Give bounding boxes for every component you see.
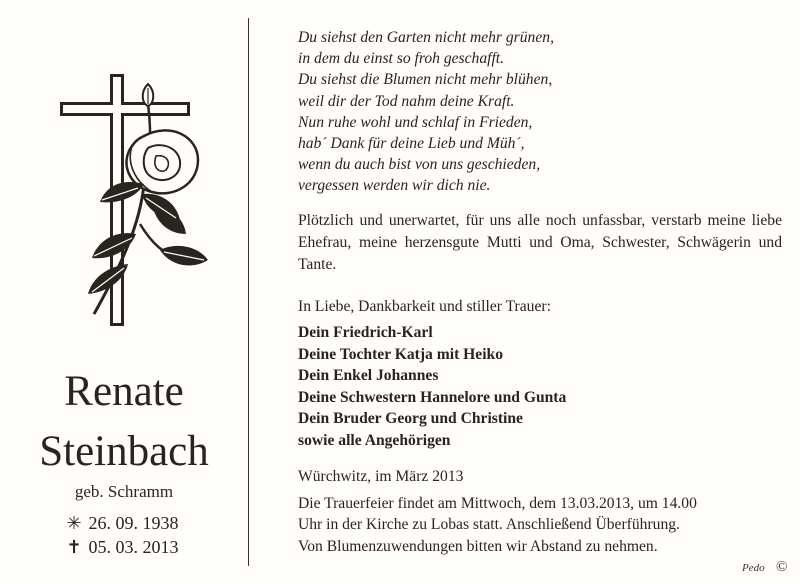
death-date: 05. 03. 2013 [88,537,179,557]
funeral-info [298,493,782,557]
funeral-info-line: Die Trauerfeier findet am Mittwoch, dem 13.03.2013, um 14.00 [298,495,697,512]
asterisk-birth-icon: ✳ [66,513,82,533]
maiden-name: geb. Schramm [74,482,174,501]
mourner: Deine Schwestern Hannelore und Gunta [298,388,567,406]
poem-line: weil dir der Tod nahm deine Kraft. [298,92,515,110]
mourner: Dein Bruder Georg und Christine [298,410,523,428]
poem-line: Nun ruhe wohl und schlaf in Frieden, [298,113,533,131]
mourner: Dein Enkel Johannes [298,367,439,385]
deceased-panel [0,0,248,584]
mourner: Dein Friedrich-Karl [298,324,433,341]
funeral-info-line: Uhr in der Kirche zu Lobas statt. Anschließend Überführung. [298,516,680,534]
birth-date-line [64,512,179,534]
poem-line: wenn du auch bist von uns geschieden, [298,156,541,174]
death-announcement: Plötzlich und unerwartet, für uns alle noch unfassbar, verstarb meine liebe Ehefrau, meine herzensgute Mutti und Oma, Schwester, Schwägerin und Tante. [298,212,782,273]
birth-date: 26. 09. 1938 [88,513,179,533]
poem-line: Du siehst die Blumen nicht mehr blühen, [298,71,553,89]
poem-line: in dem du einst so froh geschafft. [298,50,505,68]
mourning-intro: In Liebe, Dankbarkeit und stiller Trauer: [298,298,551,315]
death-date-line [64,536,179,558]
column-divider [248,18,249,566]
poem-line: vergessen werden wir dich nie. [298,177,491,195]
poem [298,27,778,197]
mourner: sowie alle Angehörigen [298,431,451,449]
deceased-last-name: Steinbach [39,428,209,475]
mourners-list [298,322,778,452]
cross-with-rose-icon [52,74,212,330]
poem-line: hab´ Dank für deine Lieb und Müh´, [298,135,525,153]
poem-line: Du siehst den Garten nicht mehr grünen, [298,29,554,46]
cross-death-icon: ✝ [66,537,82,557]
copyright-icon: © [776,559,788,575]
deceased-first-name: Renate [64,368,184,415]
place-and-date: Würchwitz, im März 2013 [298,468,464,485]
designer-credit: Pedo [742,562,765,574]
funeral-info-line: Von Blumenzuwendungen bitten wir Abstand zu nehmen. [298,537,658,555]
mourner: Deine Tochter Katja mit Heiko [298,345,504,363]
